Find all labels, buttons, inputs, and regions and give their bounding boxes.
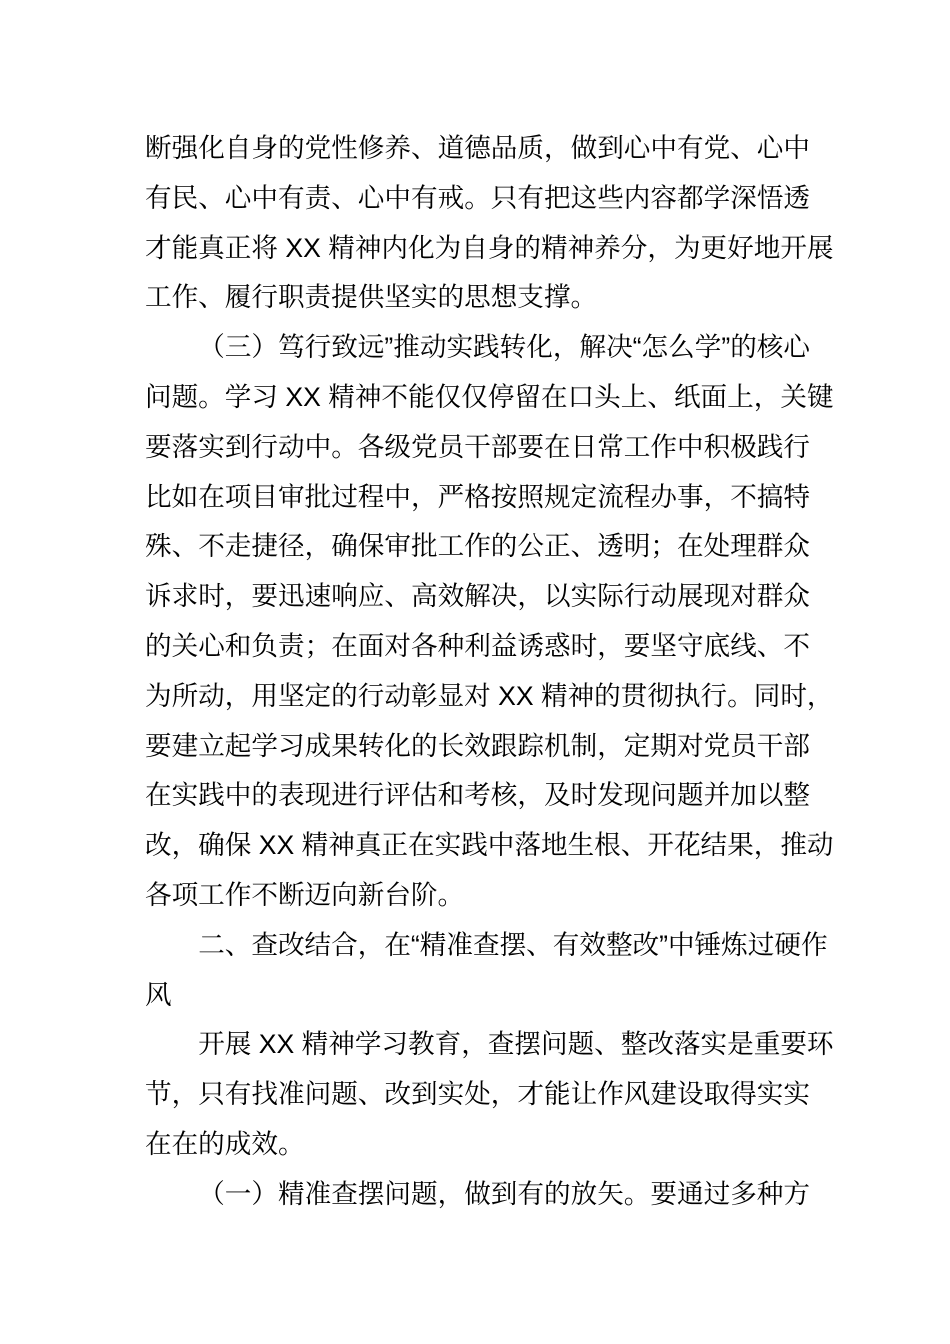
text-line: 开展 XX 精神学习教育，查摆问题、整改落实是重要环	[198, 1029, 834, 1060]
text-line: 比如在项目审批过程中，严格按照规定流程办事，不搞特	[145, 481, 810, 512]
text-line: 要建立起学习成果转化的长效跟踪机制，定期对党员干部	[145, 730, 810, 761]
text-line: 有民、心中有责、心中有戒。只有把这些内容都学深悟透	[145, 182, 810, 213]
text-line: 在在的成效。	[145, 1128, 305, 1159]
text-line: 诉求时，要迅速响应、高效解决，以实际行动展现对群众	[145, 581, 810, 612]
text-line: 二、查改结合，在“精准查摆、有效整改”中锤炼过硬作	[198, 929, 828, 960]
text-line: （一）精准查摆问题，做到有的放矢。要通过多种方	[198, 1178, 810, 1209]
paragraph-section-three	[145, 323, 834, 921]
text-line: 才能真正将 XX 精神内化为自身的精神养分，为更好地开展	[145, 232, 834, 263]
text-line: 在实践中的表现进行评估和考核，及时发现问题并加以整	[145, 780, 810, 811]
text-line: 断强化自身的党性修养、道德品质，做到心中有党、心中	[145, 133, 810, 163]
text-line: 工作、履行职责提供坚实的思想支撑。	[145, 282, 598, 313]
paragraph-section-two-intro	[145, 1020, 834, 1169]
text-line: 的关心和负责；在面对各种利益诱惑时，要坚守底线、不	[145, 630, 810, 661]
heading-section-two	[145, 921, 828, 1021]
paragraph-item-one	[145, 1170, 810, 1220]
paragraph-continuation	[145, 124, 834, 323]
text-line: 各项工作不断迈向新台阶。	[145, 879, 465, 910]
text-line: 殊、不走捷径，确保审批工作的公正、透明；在处理群众	[145, 531, 810, 562]
text-line: （三）笃行致远”推动实践转化，解决“怎么学”的核心	[198, 332, 810, 363]
document-text	[145, 124, 834, 1220]
text-line: 要落实到行动中。各级党员干部要在日常工作中积极践行	[145, 431, 810, 462]
text-line: 节，只有找准问题、改到实处，才能让作风建设取得实实	[145, 1079, 810, 1110]
text-line: 为所动，用坚定的行动彰显对 XX 精神的贯彻执行。同时，	[145, 680, 834, 711]
text-line: 改，确保 XX 精神真正在实践中落地生根、开花结果，推动	[145, 830, 834, 861]
text-line: 风	[145, 979, 172, 1010]
text-line: 问题。学习 XX 精神不能仅仅停留在口头上、纸面上，关键	[145, 381, 834, 412]
